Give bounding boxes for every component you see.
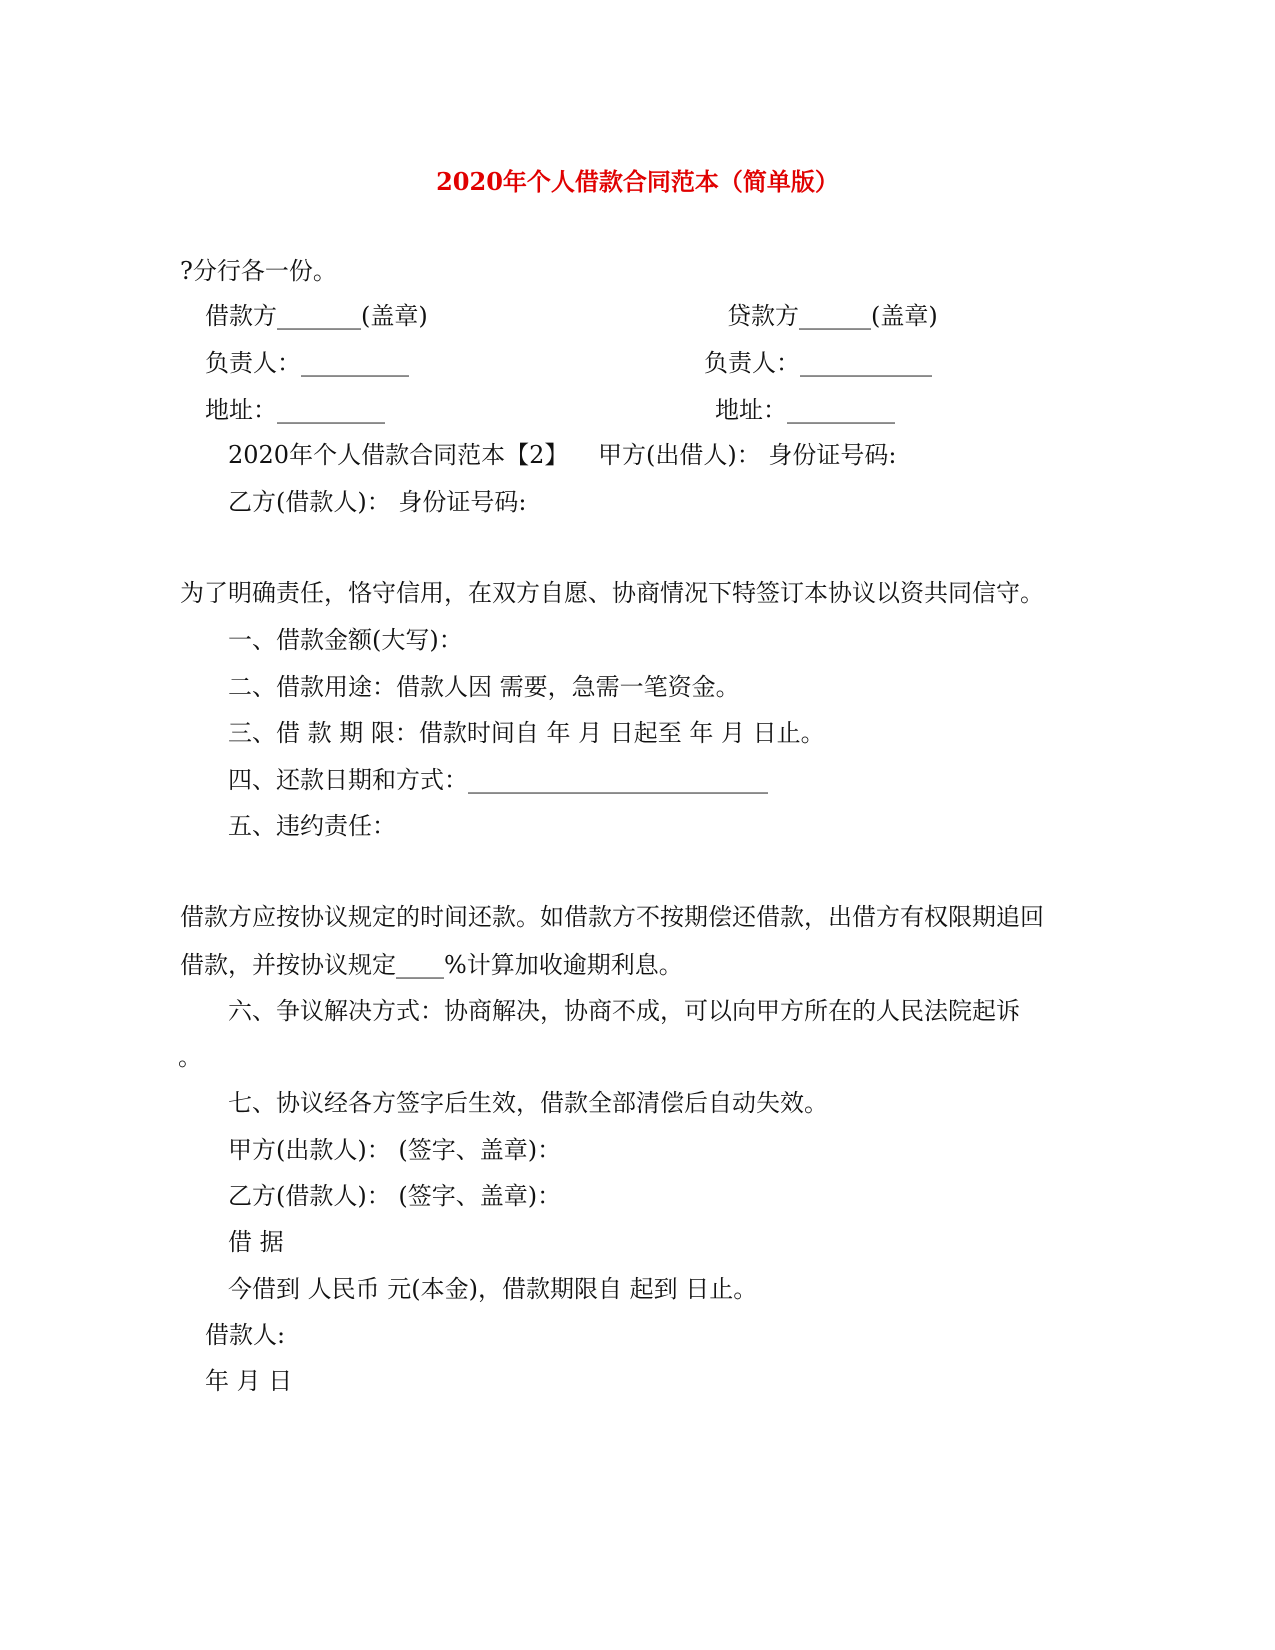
clause-6: 六、争议解决方式：协商解决，协商不成，可以向甲方所在的人民法院起诉 (228, 997, 1020, 1025)
party-b-signature-line: 乙方(借款人)： (签字、盖章)： (228, 1182, 562, 1210)
party-b-id-line: 乙方(借款人)： 身份证号码: (228, 488, 527, 516)
lender-seal-line: 贷款方______(盖章) (727, 302, 938, 330)
clause-7: 七、协议经各方签字后生效，借款全部清偿后自动失效。 (228, 1089, 828, 1117)
iou-date-line: 年 月 日 (205, 1367, 293, 1395)
iou-borrower-line: 借款人: (205, 1321, 286, 1349)
intro-line: ?分行各一份。 (180, 257, 337, 285)
iou-heading: 借 据 (228, 1228, 284, 1256)
clause-5-body-line-1: 借款方应按协议规定的时间还款。如借款方不按期偿还借款，出借方有权限期追回 (180, 903, 1044, 931)
lender-manager-line: 负责人：___________ (704, 349, 932, 377)
clause-1: 一、借款金额(大写)： (228, 626, 463, 654)
borrower-seal-line: 借款方_______(盖章) (205, 302, 428, 330)
clause-4: 四、还款日期和方式：_________________________ (228, 766, 768, 794)
clause-5: 五、违约责任： (228, 812, 396, 840)
lender-address-line: 地址：_________ (715, 396, 895, 424)
clause-5-body-line-2: 借款，并按协议规定____%计算加收逾期利息。 (180, 951, 683, 979)
party-a-id-line: 甲方(出借人)： 身份证号码: (598, 441, 897, 469)
page-title: 2020年个人借款合同范本（简单版） (436, 167, 839, 196)
clause-6-tail: 。 (178, 1043, 202, 1071)
iou-body: 今借到 人民币 元(本金)，借款期限自 起到 日止。 (228, 1275, 758, 1303)
preamble-paragraph: 为了明确责任，恪守信用，在双方自愿、协商情况下特签订本协议以资共同信守。 (180, 579, 1044, 607)
clause-2: 二、借款用途：借款人因 需要，急需一笔资金。 (228, 673, 740, 701)
borrower-manager-line: 负责人：_________ (205, 349, 409, 377)
clause-3: 三、借 款 期 限：借款时间自 年 月 日起至 年 月 日止。 (228, 719, 825, 747)
borrower-address-line: 地址：_________ (205, 396, 385, 424)
party-a-signature-line: 甲方(出款人)： (签字、盖章)： (228, 1136, 562, 1164)
contract-2-heading: 2020年个人借款合同范本【2】 (228, 441, 569, 469)
